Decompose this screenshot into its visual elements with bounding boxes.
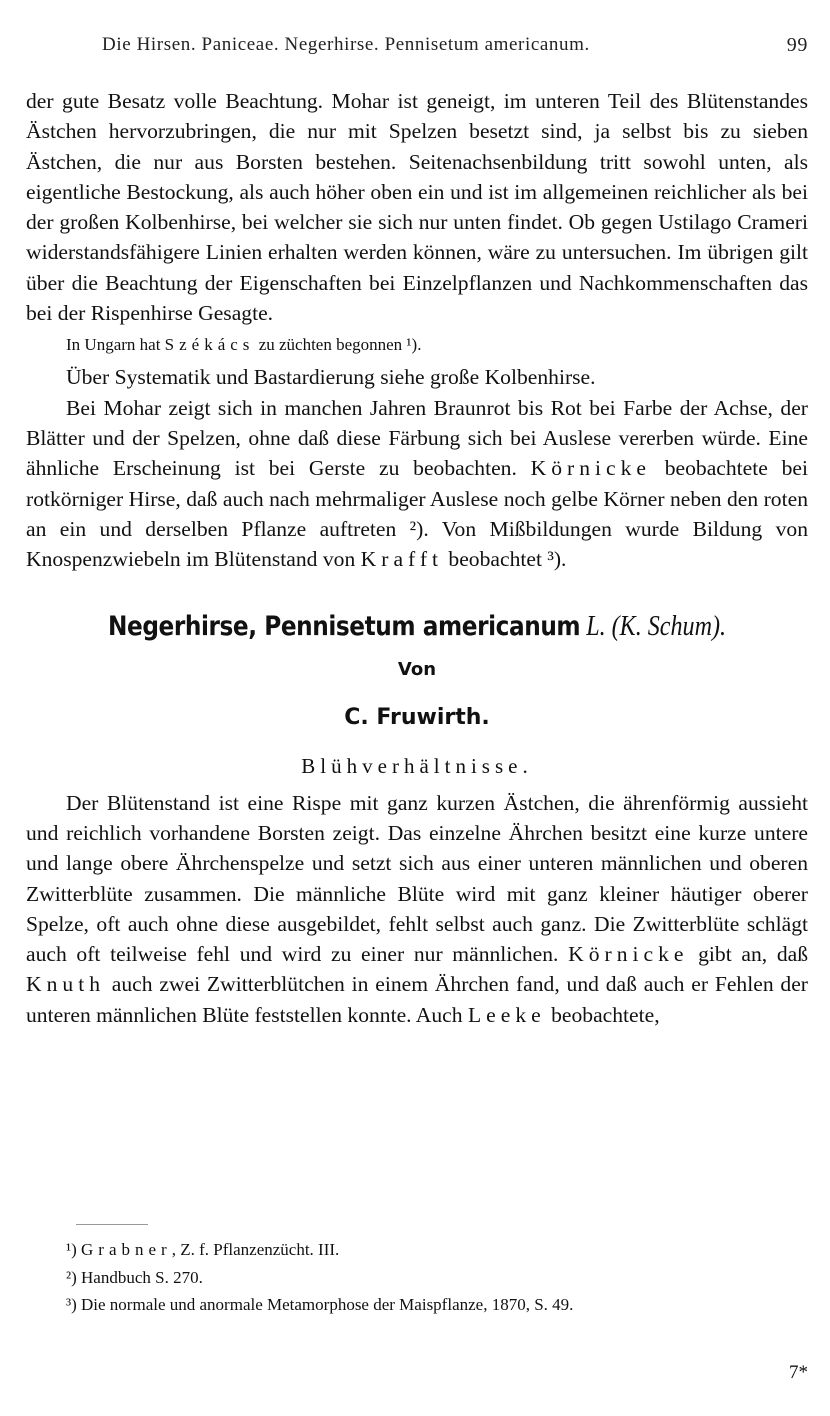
main-text [26,86,808,1030]
spaced-name: Leeke [467,1002,546,1027]
spaced-name: Körnicke [568,942,689,967]
spaced-name: Grabner [81,1240,172,1259]
spaced-name: Krafft [360,547,444,572]
section-heading: Negerhirse, Pennisetum americanum L. (K. Schum). [107,611,727,643]
footnote-rule [76,1224,148,1225]
footnote-3: ³) Die normale und anormale Metamorphose der Maispflanze, 1870, S. 49. [66,1295,574,1314]
spaced-name: Knuth [26,972,105,997]
paragraph-4: Der Blütenstand ist eine Rispe mit ganz kurzen Ästchen, die ährenförmig aussieht und reichlich vorhandene Borsten zeigt. Das einzelne Ährchen besitzt eine kurze untere und lange obere Ährchenspelze und setzt sich aus einer unteren männlichen und oberen Zwitterblüte zusammen. Die männliche Blüte wird mit ganz kleiner häutiger oberer Spelze, oft auch ohne diese ausgebildet, fehlt selbst auch ganz. Die Zwitterblüte schlägt auch oft teilweise fehl und wird zu einer nur männlichen. Körnicke gibt an, daß Knuth auch zwei Zwitterblütchen in einem Ährchen fand, und daß auch er Fehlen der unteren männlichen Blüte feststellen konnte. Auch Leeke beobachtete, [26,790,809,1027]
paragraph-3: Bei Mohar zeigt sich in manchen Jahren Braunrot bis Rot bei Farbe der Achse, der Blätter und der Spelzen, ohne daß diese Färbung sich bei Auslese vererben würde. Eine ähnliche Erscheinung ist bei Gerste zu beobachten. Körnicke beobachtete bei rotkörniger Hirse, daß auch nach mehrmaliger Auslese noch gelbe Körner neben den roten an ein und derselben Pflanze auftreten ²). Von Mißbildungen wurde Bildung von Knospenzwiebeln im Blütenstand von Krafft beobachtet ³). [26,395,808,572]
paragraph-2: Über Systematik und Bastardierung siehe große Kolbenhirse. [66,365,596,390]
small-print-note: In Ungarn hat Székács zu züchten begonnen ¹). [66,335,422,355]
running-title: Die Hirsen. Paniceae. Negerhirse. Pennisetum americanum. [102,34,590,55]
signature-mark: 7* [789,1362,808,1383]
page-number: 99 [786,34,808,56]
footnote-2: ²) Handbuch S. 270. [66,1267,203,1287]
spaced-name: Székács [164,335,255,355]
paragraph-1: der gute Besatz volle Beachtung. Mohar ist geneigt, im unteren Teil des Blütenstandes Ästchen hervorzubringen, die nur mit Spelzen besetzt sind, ja selbst bis zu sieben Ästchen, die nur aus Borsten bestehen. Seitenachsenbildung tritt sowohl unten, als eigentliche Bestockung, als auch höher oben ein und ist im allgemeinen reichlicher als bei der großen Kolbenhirse, bei welcher sie sich nur unten findet. Ob gegen Ustilago Crameri widerstandsfähigere Linien erhalten werden können, wäre zu untersuchen. Im übrigen gilt über die Beachtung der Eigenschaften bei Einzelpflanzen und Nachkommenschaften das bei der Rispenhirse Gesagte. [26,89,808,326]
footnotes [66,1236,810,1319]
heading-author-citation: L. (K. Schum). [580,611,727,643]
spaced-name: Körnicke [530,456,651,481]
running-header [0,34,830,64]
subsection-heading: Blühverhältnisse. [301,754,533,779]
section-author: C. Fruwirth. [344,705,490,731]
byline-von: Von [397,658,437,680]
footnote-1: ¹) Grabner, Z. f. Pflanzenzücht. III. [66,1240,340,1259]
